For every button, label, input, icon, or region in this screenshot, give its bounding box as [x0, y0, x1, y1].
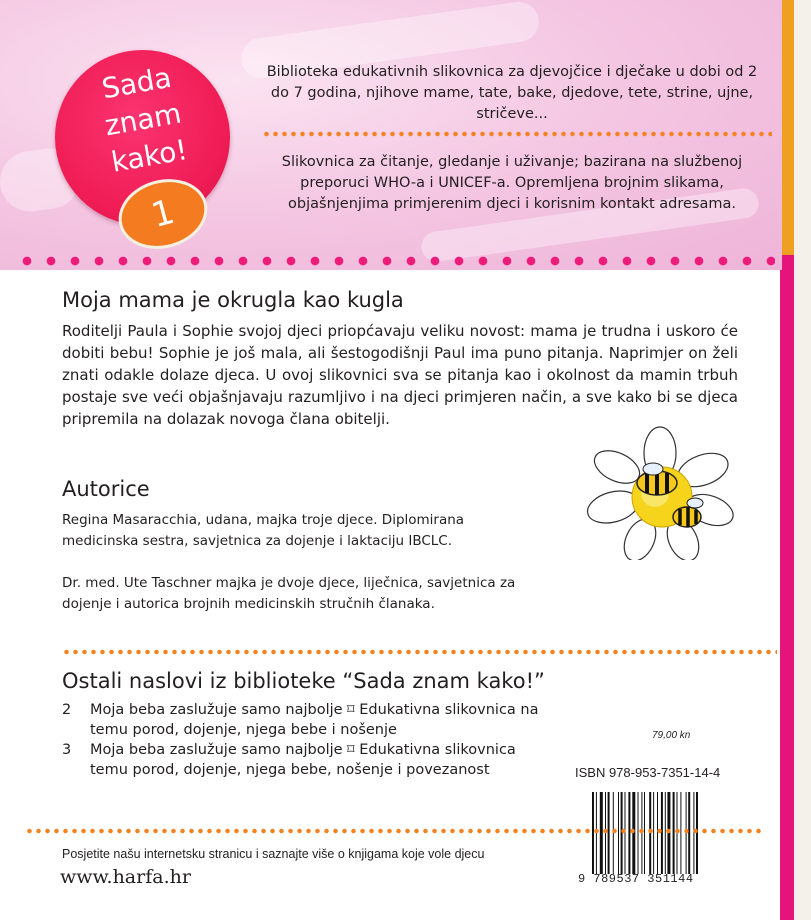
- isbn: ISBN 978-953-7351-14-4: [575, 765, 721, 780]
- other-titles-heading: Ostali naslovi iz biblioteke “Sada znam kako!”: [62, 669, 545, 693]
- logo-line-3: kako!: [108, 133, 190, 179]
- spine-edge: [794, 0, 811, 920]
- pink-dotted-divider: [15, 254, 775, 268]
- dotted-divider: [262, 131, 772, 137]
- book-title: Moja mama je okrugla kao kugla: [62, 288, 404, 312]
- series-number-badge: 1: [111, 170, 216, 259]
- intro-paragraph-2: Slikovnica za čitanje, gledanje i uživanje; bazirana na službenoj preporuci WHO-a i UNICEF-a. Opremljena brojnim slikama, objašnjenjima primjerenim djeci i korisnim kontakt adresama.: [281, 154, 743, 212]
- footer-text: Posjetite našu internetsku stranicu i saznajte više o knjigama koje vole djecu: [62, 847, 485, 861]
- dotted-divider: [25, 828, 765, 834]
- list-item-number: 2: [62, 702, 72, 718]
- book-description-text: Roditelji Paula i Sophie svojoj djeci priopćavaju veliku novost: mama je trudna i uskoro će dobiti bebu! Sophie je još mala, ali šestogodišnji Paul ima puno pitanja. Naprimjer on želi znati odakle dolaze djeca. U ovoj slikovnici sva se pitanja kao i okolnost da mamin trbuh postaje sve veći objašnjavaju razumljivo i na djeci primjeren način, a sve kako bi se djeca pripremila na dolazak novoga člana obitelji.: [62, 322, 738, 428]
- author-2-bio: Dr. med. Ute Taschner majka je dvoje djece, liječnica, savjetnica za dojenje i autorica brojnih medicinskih stručnih članaka.: [62, 575, 516, 612]
- book-description: [62, 320, 738, 430]
- list-item-text: Moja beba zaslužuje samo najbolje ⌑ Edukativna slikovnica temu porod, dojenje, njega bebe, nošenje i povezanost: [90, 742, 516, 778]
- intro-paragraph-1: Biblioteka edukativnih slikovnica za djevojčice i dječake u dobi od 2 do 7 godina, njihove mame, tate, bake, djedove, tete, strine, ujne, stričeve...: [266, 64, 758, 122]
- author-1-bio: Regina Masaracchia, udana, majka troje djece. Diplomirana medicinska sestra, savjetnica za dojenje i laktaciju IBCLC.: [62, 512, 465, 549]
- website-link[interactable]: www.harfa.hr: [60, 866, 191, 888]
- series-logo-text: [74, 54, 211, 184]
- spine-orange-strip: [782, 0, 794, 270]
- list-item-text: Moja beba zaslužuje samo najbolje ⌑ Edukativna slikovnica na temu porod, dojenje, njega bebe i nošenje: [90, 702, 539, 738]
- other-titles-list: [62, 700, 552, 780]
- list-item: [62, 700, 552, 740]
- daisy-bee-illustration: [585, 425, 735, 560]
- logo-line-2: znam: [102, 96, 184, 143]
- spine-pink-strip: [780, 255, 794, 920]
- list-item-number: 3: [62, 742, 72, 758]
- dotted-divider: [62, 649, 777, 655]
- list-item: [62, 740, 552, 780]
- logo-line-1: Sada: [99, 60, 174, 106]
- price: 79,00 kn: [652, 730, 691, 741]
- barcode-digits: 9 789537 351144: [578, 872, 694, 886]
- authors-heading: Autorice: [62, 477, 150, 501]
